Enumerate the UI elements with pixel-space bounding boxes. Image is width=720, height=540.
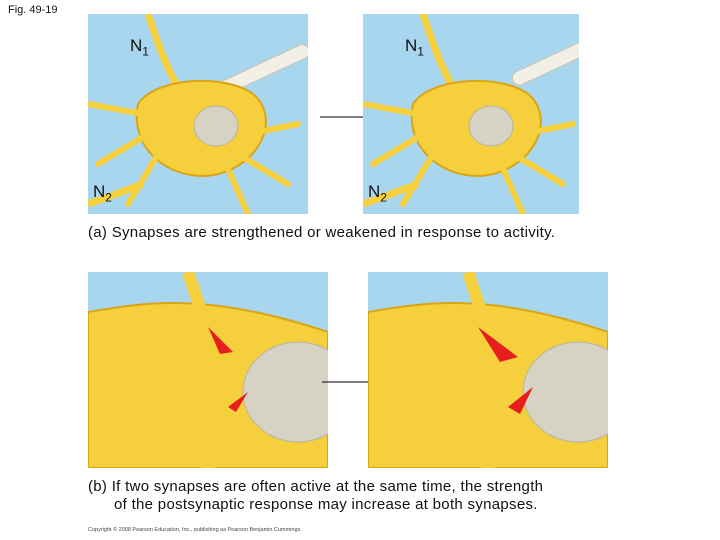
n1-label: $N_1$	[130, 36, 149, 59]
neuron-illustration	[88, 14, 308, 214]
copyright-text: Copyright © 2008 Pearson Education, Inc., publishing as Pearson Benjamin Cummings.	[88, 527, 302, 533]
figure-label: Fig. 49-19	[8, 4, 58, 16]
n2-label: $N_2$	[368, 182, 387, 205]
caption-b-line1: (b) If two synapses are often active at the same time, the strength	[88, 478, 544, 495]
neuron-illustration	[363, 14, 579, 214]
panel-b-left-image	[88, 272, 328, 468]
caption-a: (a) Synapses are strengthened or weakened in response to activity.	[88, 224, 556, 241]
synapse-illustration	[88, 272, 328, 468]
panel-b-right-image	[368, 272, 608, 468]
n1-label: $N_1$	[405, 36, 424, 59]
n2-label: $N_2$	[93, 182, 112, 205]
panel-a-right-image	[363, 14, 579, 214]
panel-a-left-image	[88, 14, 308, 214]
synapse-illustration	[368, 272, 608, 468]
caption-b-line2: of the postsynaptic response may increase at both synapses.	[114, 496, 538, 513]
